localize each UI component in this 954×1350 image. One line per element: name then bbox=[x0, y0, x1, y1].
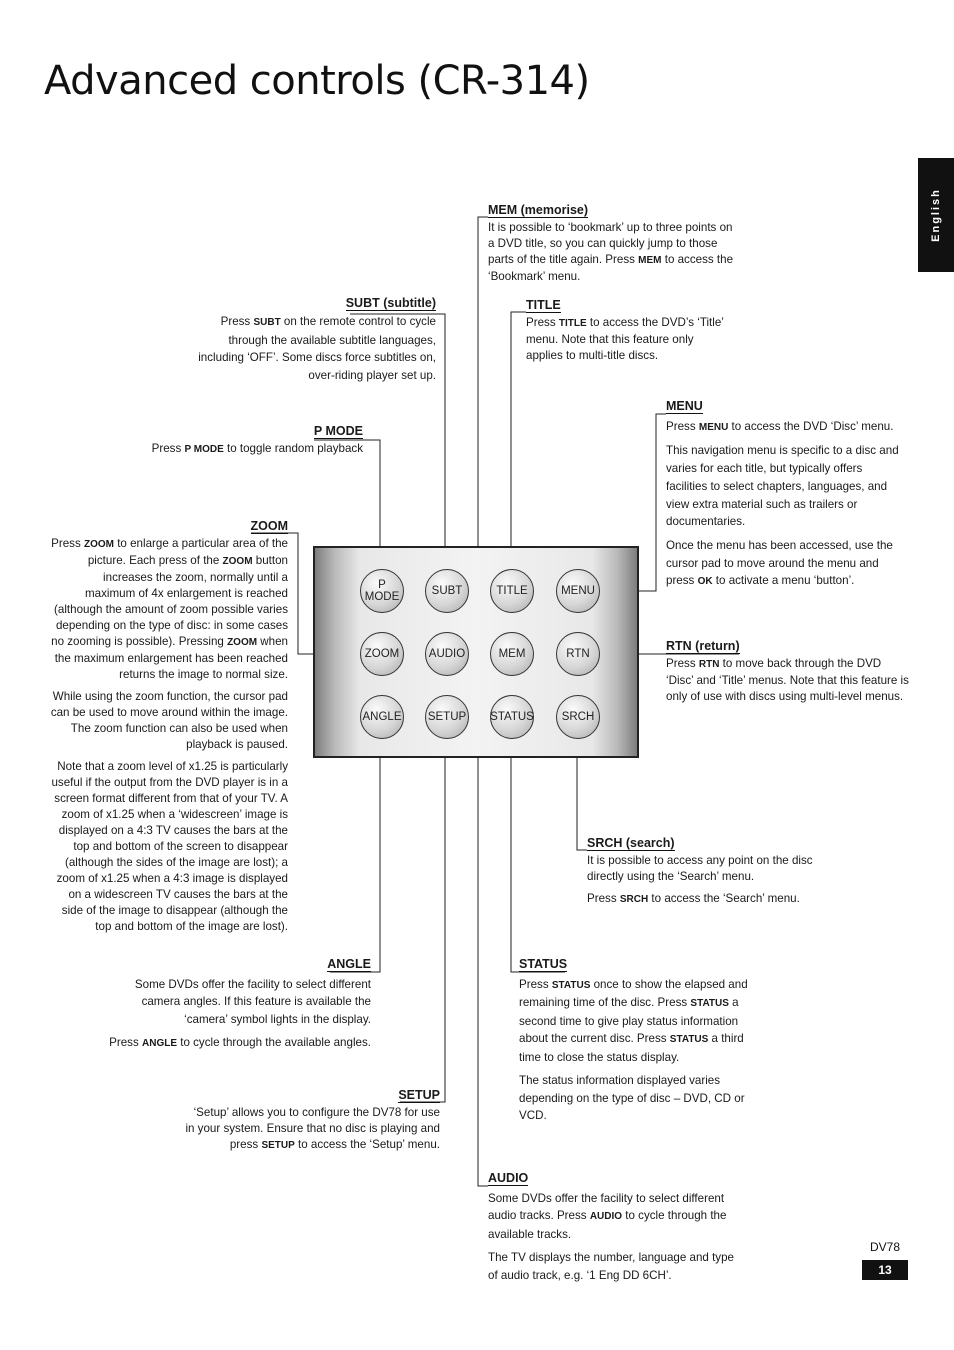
menu-section bbox=[666, 398, 906, 597]
zoom-section bbox=[50, 518, 288, 941]
callout-line-angle bbox=[330, 739, 380, 972]
callout-line-setup bbox=[400, 739, 445, 1102]
menu-button[interactable]: MENU bbox=[556, 569, 600, 613]
mem-section bbox=[488, 202, 738, 291]
title-section bbox=[526, 297, 726, 370]
page-title: Advanced controls (CR-314) bbox=[44, 58, 590, 104]
mem-description: It is possible to ‘bookmark’ up to three points on a DVD title, so you can quickly jump to those parts of the title again. Press MEM to access the ‘Bookmark’ menu. bbox=[488, 221, 734, 283]
menu-heading: MENU bbox=[666, 399, 703, 413]
angle-button[interactable]: ANGLE bbox=[360, 695, 404, 739]
status-description-2: The status information displayed varies depending on the type of disc – DVD, CD or VCD. bbox=[519, 1074, 745, 1122]
subt-description: Press SUBT on the remote control to cycle through the available subtitle languages, including ‘OFF’. Some discs force subtitles on, over-riding player set up. bbox=[198, 315, 436, 382]
audio-heading: AUDIO bbox=[488, 1171, 529, 1185]
status-heading: STATUS bbox=[519, 957, 568, 971]
setup-button[interactable]: SETUP bbox=[425, 695, 469, 739]
status-section bbox=[519, 956, 761, 1131]
model-label: DV78 bbox=[869, 1240, 901, 1254]
subt-section bbox=[196, 295, 436, 390]
subt-button[interactable]: SUBT bbox=[425, 569, 469, 613]
zoom-description-2: While using the zoom function, the cursor pad can be used to move around within the image. The zoom function can also be used when playback is paused. bbox=[50, 690, 288, 751]
status-description-1: Press STATUS once to show the elapsed and remaining time of the disc. Press STATUS a second time to give play status information about the current disc. Press STATUS a third time to close the status display. bbox=[519, 977, 748, 1064]
rtn-heading: RTN (return) bbox=[666, 639, 740, 653]
setup-heading: SETUP bbox=[398, 1088, 440, 1102]
srch-description-1: It is possible to access any point on the disc directly using the ‘Search’ menu. bbox=[587, 854, 813, 883]
pmode-button[interactable]: P MODE bbox=[360, 569, 404, 613]
angle-description-2: Press ANGLE to cycle through the available angles. bbox=[109, 1036, 371, 1049]
page-number: 13 bbox=[862, 1260, 908, 1280]
setup-section bbox=[184, 1087, 440, 1160]
angle-section bbox=[100, 956, 371, 1059]
zoom-button[interactable]: ZOOM bbox=[360, 632, 404, 676]
title-heading: TITLE bbox=[526, 298, 561, 312]
status-button[interactable]: STATUS bbox=[490, 695, 534, 739]
setup-description: ‘Setup’ allows you to configure the DV78 for use in your system. Ensure that no disc is playing and press SETUP to access the ‘Setup’ menu. bbox=[185, 1106, 440, 1151]
remote-control-panel bbox=[313, 546, 639, 758]
callout-line-status bbox=[511, 739, 565, 972]
rtn-button[interactable]: RTN bbox=[556, 632, 600, 676]
subt-heading: SUBT (subtitle) bbox=[345, 296, 436, 310]
audio-description-1: Some DVDs offer the facility to select different audio tracks. Press AUDIO to cycle through the available tracks. bbox=[488, 1191, 727, 1241]
callout-line-title bbox=[511, 312, 526, 569]
angle-heading: ANGLE bbox=[327, 957, 371, 971]
menu-description-3: Once the menu has been accessed, use the cursor pad to move around the menu and press OK to activate a menu ‘button’. bbox=[666, 538, 893, 588]
language-tab-label: English bbox=[930, 188, 942, 242]
pmode-description: Press P MODE to toggle random playback bbox=[151, 442, 363, 455]
srch-heading: SRCH (search) bbox=[587, 836, 675, 850]
mem-button[interactable]: MEM bbox=[490, 632, 534, 676]
rtn-description: Press RTN to move back through the DVD ‘Disc’ and ‘Title’ menus. Note that this feature is only of use with discs using multi-level menus. bbox=[666, 657, 909, 703]
audio-button[interactable]: AUDIO bbox=[425, 632, 469, 676]
title-button[interactable]: TITLE bbox=[490, 569, 534, 613]
zoom-heading: ZOOM bbox=[250, 519, 288, 533]
angle-description-1: Some DVDs offer the facility to select different camera angles. If this feature is available the ‘camera’ symbol lights in the display. bbox=[134, 977, 371, 1026]
srch-button[interactable]: SRCH bbox=[556, 695, 600, 739]
zoom-description-3: Note that a zoom level of x1.25 is particularly useful if the output from the DVD player is in a screen format different from that of your TV. A zoom of x1.25 when a ‘widescreen’ image is displayed on a 4:3 TV causes the bars at the top and bottom of the screen to disappear (although the sides of the image are lost); a zoom of x1.25 when a 4:3 image is displayed on a widescreen TV causes the bars at the side of the image to disappear (although the top and bottom of the image are lost). bbox=[51, 760, 288, 933]
audio-section bbox=[488, 1170, 746, 1290]
title-description: Press TITLE to access the DVD’s ‘Title’ menu. Note that this feature only applies to multi-title discs. bbox=[526, 316, 724, 362]
rtn-section bbox=[666, 638, 910, 711]
menu-description-1: Press MENU to access the DVD ‘Disc’ menu. bbox=[666, 419, 894, 433]
pmode-section bbox=[120, 423, 363, 464]
menu-description-2: This navigation menu is specific to a disc and varies for each title, but typically offers facilities to select chapters, languages, and view extra material such as trailers or documentaries. bbox=[666, 444, 899, 529]
pmode-heading: P MODE bbox=[313, 424, 363, 438]
zoom-description-1: Press ZOOM to enlarge a particular area of the picture. Each press of the ZOOM button increases the zoom, normally until a maximum of 4x enlargement is reached (although the amount of zoom possible varies depending on the type of disc: in some cases no zooming is possible). Pressing ZOOM when the maximum enlargement has been reached returns the image to normal size. bbox=[51, 537, 288, 681]
srch-description-2: Press SRCH to access the ‘Search’ menu. bbox=[587, 892, 800, 905]
srch-section bbox=[587, 835, 817, 914]
mem-heading: MEM (memorise) bbox=[488, 203, 589, 217]
audio-description-2: The TV displays the number, language and type of audio track, e.g. ‘1 Eng DD 6CH’. bbox=[488, 1251, 734, 1282]
